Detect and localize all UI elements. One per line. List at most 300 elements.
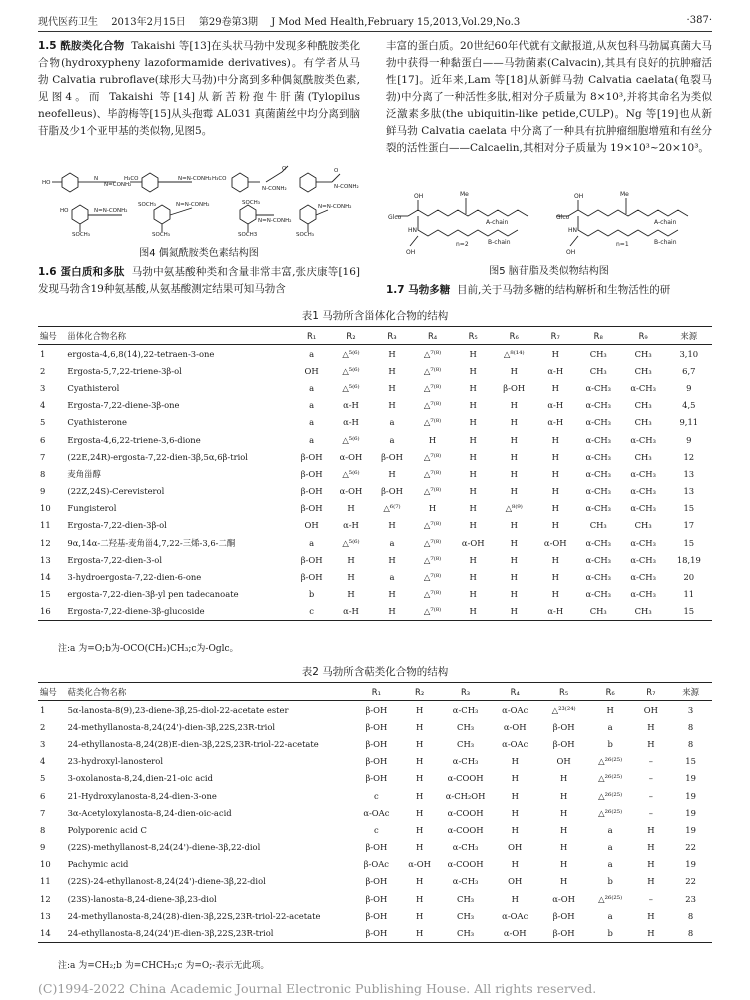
table-row [38,718,712,735]
substituent-cell: – [648,773,653,784]
substituent-cell: H [347,572,355,583]
substituent-cell: H [469,554,477,565]
row-id: 5 [40,417,46,428]
compound-name: Cyathisterone [67,417,128,428]
substituent-cell: H [510,451,518,462]
col-header-r6: R₆ [588,683,633,701]
table-row [38,534,712,551]
substituent-cell: a [389,434,395,445]
fig5-label-me: Me [460,191,469,198]
substituent-cell: CH₃ [457,738,475,749]
source-ref: 23 [685,893,696,904]
substituent-cell: △⁷⁽⁸⁾ [423,417,442,428]
substituent-cell: H [647,910,655,921]
figure-5-cerebroside-structures [388,186,712,260]
row-id: 13 [40,554,51,565]
source-ref: 19 [685,859,696,870]
fig5-label-bchain: B-chain [488,239,511,246]
substituent-cell: β-OH [365,738,388,749]
substituent-cell: a [607,859,613,870]
compound-name: 24-ethyllanosta-8,24(28)E-dien-3β,22S,23R-triol-22-acetate [67,738,319,749]
substituent-cell: H [469,451,477,462]
row-id: 3 [40,738,46,749]
table-row [38,431,712,448]
substituent-cell: H [453,603,494,621]
substituent-cell: α-CH₃ [630,554,656,565]
substituent-cell: H [415,910,424,921]
svg-text:N: N [94,176,99,182]
substituent-cell: – [648,807,653,818]
substituent-cell: a [309,434,315,445]
section-heading-1-7: 1.7 马勃多糖 [386,284,451,296]
compound-name: 24-ethyllanosta-8,24(24')E-dien-3β,22S,23R-triol [66,924,354,942]
substituent-cell: α-CH₃ [585,451,612,462]
substituent-cell: α-OH [491,924,540,942]
fig5-label-glco: Glco [388,214,402,221]
compound-name: (22Z,24S)-Cerevisterol [67,486,165,497]
source-ref: 17 [683,520,695,531]
table-row [38,856,712,873]
table-row [38,345,712,363]
section-heading-1-6: 1.6 蛋白质和多肽 [38,266,125,278]
substituent-cell: H [469,520,477,531]
table-row [38,924,712,942]
substituent-cell: H [469,503,477,514]
table-row [38,448,712,465]
substituent-cell: H [428,434,437,445]
substituent-cell: H [415,842,424,853]
substituent-cell: β-OH [365,893,388,904]
substituent-cell: a [389,572,395,583]
substituent-cell: α-CH₂OH [445,790,486,801]
substituent-cell: H [647,842,655,853]
substituent-cell: H [415,893,424,904]
substituent-cell: H [559,876,568,887]
col-header-r8: R₈ [576,327,621,345]
substituent-cell: △⁷⁽⁸⁾ [423,365,442,376]
table-row [38,770,712,787]
row-id: 4 [40,400,46,411]
table-1-note: 注:a 为=O;b为-OCO(CH₂)CH₃;c为-Oglc。 [58,644,239,654]
substituent-cell: CH₃ [457,910,475,921]
substituent-cell: H [551,503,559,514]
substituent-cell: β-OH [365,876,388,887]
substituent-cell: OH [304,365,319,376]
substituent-cell: α-OH [461,537,485,548]
figure-4-azo-structures [42,160,362,238]
substituent-cell: b [607,876,613,887]
right-column-bottom [386,282,712,299]
substituent-cell: H [469,365,477,376]
substituent-cell: H [347,589,355,600]
table-row [38,873,712,890]
substituent-cell: – [648,756,653,767]
col-header-r3: R₃ [372,327,413,345]
substituent-cell: H [388,382,396,393]
table-row [38,517,712,534]
substituent-cell: △⁷⁽⁸⁾ [423,486,442,497]
table-row [38,907,712,924]
substituent-cell: CH₃ [634,451,652,462]
substituent-cell: CH₃ [457,893,475,904]
compound-name: (22E,24R)-ergosta-7,22-dien-3β,5α,6β-triol [67,451,248,462]
source-ref: 11 [683,589,695,600]
substituent-cell: H [559,842,568,853]
substituent-cell: α-COOH [447,807,484,818]
substituent-cell: a [309,382,315,393]
substituent-cell: H [606,704,614,715]
substituent-cell: β-OH [365,910,388,921]
table-2-terpenoids [38,682,712,943]
row-id: 13 [40,910,51,921]
substituent-cell: α-CH₃ [630,589,656,600]
fig5-label-achain-2: A-chain [654,219,677,226]
col-header-r1: R₁ [354,683,399,701]
svg-text:N=N-CONH₂: N=N-CONH₂ [178,176,212,182]
substituent-cell: △⁵⁽⁶⁾ [342,468,360,479]
substituent-cell: α-CH₃ [452,876,479,887]
substituent-cell: β-OH [540,924,588,942]
substituent-cell: α-OAc [502,738,529,749]
row-id: 6 [40,434,46,445]
row-id: 14 [40,572,51,583]
substituent-cell: H [559,807,568,818]
source-ref: 9 [686,434,692,445]
row-id: 7 [40,451,46,462]
substituent-cell: H [551,434,559,445]
substituent-cell: CH₃ [589,520,607,531]
substituent-cell: α-CH₃ [630,468,656,479]
substituent-cell: α-CH₃ [630,572,656,583]
compound-name: Ergosta-5,7,22-triene-3β-ol [67,365,182,376]
substituent-cell: CH₃ [634,348,652,359]
substituent-cell: H [469,348,477,359]
source-ref: 22 [685,842,696,853]
source-ref: 19 [685,807,696,818]
substituent-cell: H [469,589,477,600]
substituent-cell: β-OH [300,503,323,514]
compound-name: (23S)-lanosta-8,24-diene-3β,23-diol [67,893,217,904]
compound-name: Ergosta-7,22-dien-3β-ol [67,520,167,531]
substituent-cell: △⁷⁽⁸⁾ [423,348,442,359]
substituent-cell: β-OH [552,738,575,749]
fig5-label-n2: n=2 [456,241,469,248]
svg-text:SOCH3: SOCH3 [238,232,258,238]
substituent-cell: α-CH₃ [630,503,656,514]
substituent-cell: α-H [547,417,564,428]
svg-text:N=N-CONH₂: N=N-CONH₂ [94,208,128,214]
compound-name: ergosta-4,6,8(14),22-tetraen-3-one [67,348,215,359]
substituent-cell: H [551,554,559,565]
substituent-cell: H [415,807,424,818]
table-row [38,804,712,821]
compound-name: Pachymic acid [67,859,129,870]
substituent-cell: H [510,400,518,411]
fig5-label-oh-3: OH [574,193,584,200]
substituent-cell: a [309,400,315,411]
col-header-r3: R₃ [440,683,491,701]
substituent-cell: α-OH [408,859,431,870]
substituent-cell: H [647,876,655,887]
source-ref: 9,11 [679,417,699,428]
compound-name: 23-hydroxyl-lanosterol [67,756,164,767]
row-id: 10 [40,859,51,870]
substituent-cell: β-OH [300,486,323,497]
benzene-ring-6 [154,205,192,232]
substituent-cell: β-OH [300,451,323,462]
source-ref: 9 [686,382,692,393]
source-ref: 18,19 [676,554,701,565]
substituent-cell: H [551,572,559,583]
substituent-cell: α-OH [339,486,363,497]
substituent-cell: △²⁶⁽²⁵⁾ [598,756,623,767]
substituent-cell: α-CH₃ [585,537,612,548]
svg-text:O: O [334,168,339,174]
source-ref: 15 [666,603,712,621]
table-row [38,465,712,482]
svg-text:SOCH₃: SOCH₃ [242,200,261,206]
table-1-steroids [38,326,712,621]
source-ref: 15 [685,756,696,767]
substituent-cell: c [293,603,331,621]
row-id: 2 [40,365,46,376]
row-id: 4 [40,756,46,767]
left-column-bottom [38,264,360,298]
substituent-cell: △⁸⁽¹⁴⁾ [503,348,525,359]
substituent-cell: △⁶⁽⁷⁾ [383,503,401,514]
substituent-cell: H [469,572,477,583]
substituent-cell: △⁵⁽⁶⁾ [342,434,360,445]
substituent-cell: H [559,859,568,870]
substituent-cell: △⁷⁽⁸⁾ [423,572,442,583]
source-ref: 22 [685,876,696,887]
substituent-cell: OH [508,842,523,853]
col-header-r7: R₇ [633,683,670,701]
svg-text:SOCH₃: SOCH₃ [138,202,157,208]
substituent-cell: △⁷⁽⁸⁾ [423,400,442,411]
substituent-cell: α-H [535,603,576,621]
substituent-cell: H [415,790,424,801]
substituent-cell: α-OAc [502,910,529,921]
source-ref: 15 [683,503,695,514]
row-id: 9 [40,842,46,853]
substituent-cell: H [510,434,518,445]
substituent-cell: H [510,572,518,583]
substituent-cell: α-OAc [363,807,390,818]
substituent-cell: △⁷⁽⁸⁾ [423,537,442,548]
compound-name: (22S)-24-ethyllanost-8,24(24')-diene-3β,22-diol [67,876,266,887]
substituent-cell: α-COOH [447,773,484,784]
substituent-cell: △⁷⁽⁸⁾ [423,520,442,531]
substituent-cell: H [469,382,477,393]
substituent-cell: α-COOH [447,824,484,835]
substituent-cell: α-OAc [502,704,529,715]
substituent-cell: △⁷⁽⁸⁾ [423,451,442,462]
substituent-cell: H [510,520,518,531]
svg-text:H₃CO: H₃CO [212,176,227,182]
substituent-cell: H [551,451,559,462]
substituent-cell: β-OH [503,382,526,393]
substituent-cell: H [551,348,559,359]
volume-cn: 第29卷第3期 [198,16,259,28]
compound-name: Cyathisterol [67,382,120,393]
compound-name: Polyporenic acid C [67,824,147,835]
substituent-cell: CH₃ [440,924,491,942]
col-header-id: 编号 [38,683,66,701]
substituent-cell: β-OH [365,721,388,732]
substituent-cell: α-CH₃ [585,572,612,583]
substituent-cell: H [511,756,519,767]
compound-name: (22S)-methyllanost-8,24(24')-diene-3β,22-diol [67,842,261,853]
table-row [38,551,712,568]
table-row [38,500,712,517]
compound-name: ergosta-7,22-dien-3β-yl pen tadecanoate [67,589,239,600]
substituent-cell: α-OH [543,537,567,548]
compound-name: Ergosta-7,22-diene-3β-one [67,400,180,411]
table-row [38,483,712,500]
substituent-cell: △⁷⁽⁸⁾ [423,589,442,600]
fig5-label-oh: OH [414,193,424,200]
substituent-cell: α-CH₃ [585,554,612,565]
substituent-cell: H [469,468,477,479]
substituent-cell: α-CH₃ [452,756,479,767]
fig5-label-oh-4: OH [566,249,576,256]
svg-text:N=N-CONH₂: N=N-CONH₂ [318,204,352,210]
row-id: 11 [40,876,51,887]
substituent-cell: c [374,824,379,835]
substituent-cell: β-OH [552,910,575,921]
substituent-cell: H [647,859,655,870]
substituent-cell: △⁵⁽⁶⁾ [342,365,360,376]
substituent-cell: α-CH₃ [585,382,612,393]
copyright-footer: (C)1994-2022 China Academic Journal Electronic Publishing House. All rights reserved. [38,981,597,996]
substituent-cell: α-CH₃ [630,382,656,393]
substituent-cell: α-CH₃ [585,503,612,514]
row-id: 11 [40,520,51,531]
substituent-cell: H [510,486,518,497]
section-1-7-text: 目前,关于马勃多糖的结构解析和生物活性的研 [456,284,671,296]
substituent-cell: H [388,554,396,565]
compound-name: 3α-Acetyloxylanosta-8,24-dien-oic-acid [67,807,232,818]
source-ref: 8 [669,924,712,942]
substituent-cell: β-OH [365,756,388,767]
substituent-cell: H [415,738,424,749]
row-id: 8 [40,468,46,479]
substituent-cell: α-CH₃ [452,842,479,853]
col-header-source: 来源 [669,683,712,701]
substituent-cell: b [607,738,613,749]
substituent-cell: H [415,773,424,784]
svg-text:N-CONH₂: N-CONH₂ [262,186,287,192]
col-header-r5: R₅ [453,327,494,345]
svg-text:SOCH₃: SOCH₃ [152,232,171,238]
substituent-cell: H [510,589,518,600]
table-2-caption: 表2 马勃所含萜类化合物的结构 [301,666,449,678]
source-ref: 20 [683,572,695,583]
substituent-cell: β-OH [300,468,323,479]
fig5-label-achain: A-chain [486,219,509,226]
table-row [38,753,712,770]
svg-text:SOCH₃: SOCH₃ [72,232,91,238]
compound-name: Ergosta-4,6,22-triene-3,6-dione [67,434,201,445]
substituent-cell: OH [304,520,319,531]
substituent-cell: OH [556,756,571,767]
table-row [38,586,712,603]
substituent-cell: β-OH [552,721,575,732]
substituent-cell: H [388,520,396,531]
source-ref: 8 [687,910,694,921]
substituent-cell: β-OH [381,486,403,497]
substituent-cell: α-H [330,603,371,621]
substituent-cell: H [347,503,355,514]
issue-date-cn: 2013年2月15日 [111,16,186,28]
substituent-cell: △⁷⁽⁸⁾ [412,603,452,621]
compound-name: 3-hydroergosta-7,22-dien-6-one [67,572,202,583]
substituent-cell: H [511,859,519,870]
section-heading-1-5: 1.5 酰胺类化合物 [38,40,125,52]
compound-name: 24-methyllanosta-8,24(28)-dien-3β,22S,23R-triol-22-acetate [67,910,321,921]
col-header-r7: R₇ [535,327,576,345]
substituent-cell: △²⁶⁽²⁵⁾ [598,773,623,784]
svg-text:N=N-CONH₂: N=N-CONH₂ [176,202,210,208]
journal-citation-en: J Mod Med Health,February 15,2013,Vol.29,No.3 [271,16,521,28]
source-ref: 3,10 [679,348,699,359]
substituent-cell: β-OH [365,704,388,715]
substituent-cell: H [511,893,519,904]
substituent-cell: H [415,721,424,732]
table-row [38,379,712,396]
substituent-cell: △⁷⁽⁸⁾ [423,382,442,393]
source-ref: 13 [683,486,695,497]
substituent-cell: H [551,520,559,531]
substituent-cell: β-OH [365,842,388,853]
substituent-cell: △⁵⁽⁶⁾ [342,537,360,548]
substituent-cell: H [415,704,424,715]
table-row [38,839,712,856]
substituent-cell: H [551,382,559,393]
substituent-cell: a [607,824,613,835]
row-id: 14 [38,924,66,942]
substituent-cell: △⁸⁽⁹⁾ [505,503,523,514]
substituent-cell: β-OH [365,773,388,784]
svg-text:HO: HO [42,180,51,186]
substituent-cell: α-CH₃ [585,589,612,600]
table-row [38,890,712,907]
substituent-cell: OH [508,876,523,887]
substituent-cell: β-OH [381,451,403,462]
substituent-cell: α-CH₃ [585,417,612,428]
substituent-cell: H [511,807,519,818]
substituent-cell: CH₃ [634,400,652,411]
page-number: ·387· [686,14,712,26]
col-header-r2: R₂ [330,327,371,345]
col-header-source: 来源 [666,327,712,345]
journal-name-cn: 现代医药卫生 [38,16,98,28]
substituent-cell: H [559,773,568,784]
substituent-cell: H [347,554,355,565]
substituent-cell: H [647,824,655,835]
substituent-cell: α-H [547,365,564,376]
table-row [38,787,712,804]
substituent-cell: a [309,348,315,359]
source-ref: 8 [687,738,694,749]
substituent-cell: H [415,756,424,767]
row-id: 16 [38,603,65,621]
substituent-cell: c [374,790,379,801]
substituent-cell: H [510,365,518,376]
fig5-label-bchain-2: B-chain [654,239,677,246]
substituent-cell: H [510,537,518,548]
